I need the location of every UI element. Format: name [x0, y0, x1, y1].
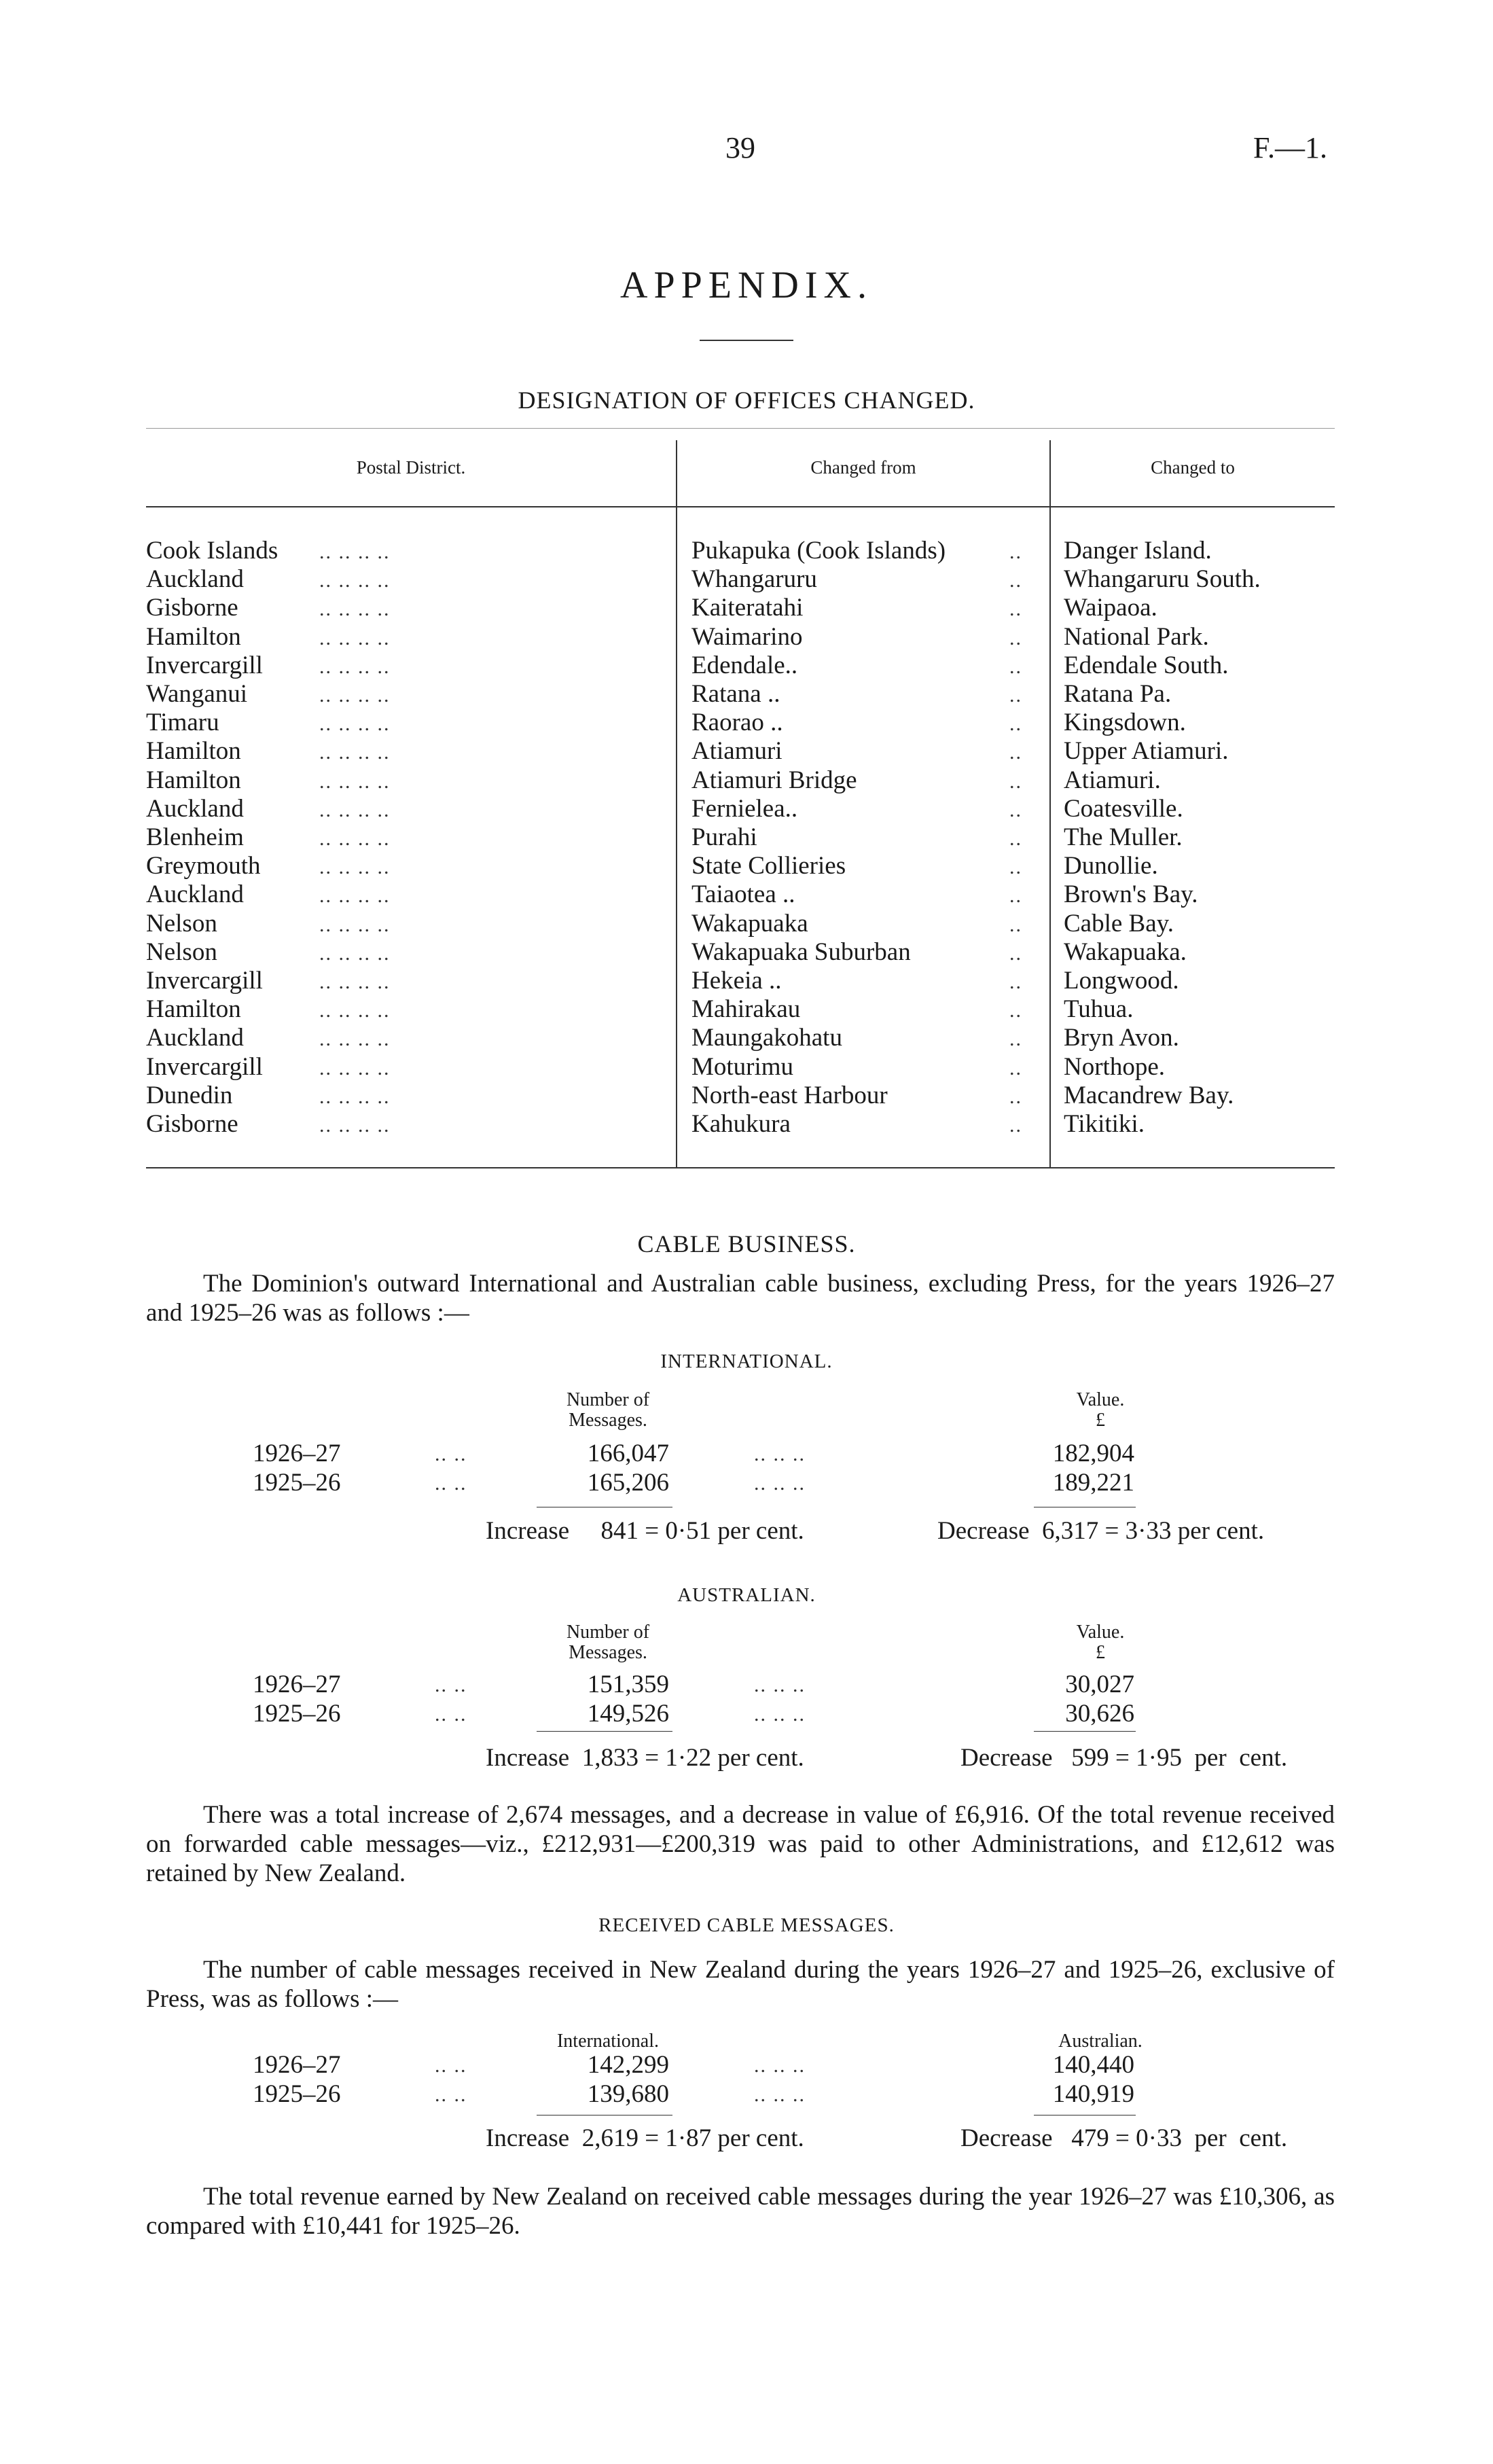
leader-dots: .. .. .. ..	[319, 856, 391, 879]
leader-dots: .. .. ..	[754, 1703, 806, 1726]
leader-dots: .. .. .. ..	[319, 541, 391, 563]
value-cell: 182,904	[1052, 1440, 1134, 1467]
table-divider-1	[676, 440, 677, 1167]
changed-to-cell: National Park.	[1064, 622, 1209, 651]
leader-dots: .. .. .. ..	[319, 1028, 391, 1051]
postal-district-cell: Nelson	[146, 909, 217, 938]
leader-dots: .. .. ..	[754, 1472, 806, 1495]
changed-from-cell: Pukapuka (Cook Islands)	[691, 537, 946, 565]
leader-dots: .. ..	[435, 1443, 467, 1465]
international-increase: Increase 841 = 0·51 per cent.	[486, 1517, 804, 1545]
changed-to-cell: Tikitiki.	[1064, 1110, 1145, 1138]
international-decrease: Decrease 6,317 = 3·33 per cent.	[937, 1517, 1265, 1545]
leader-dots: ..	[1009, 827, 1022, 850]
leader-dots: ..	[1009, 541, 1022, 563]
leader-dots: .. .. ..	[754, 2084, 806, 2106]
messages-cell: 149,526	[587, 1700, 669, 1728]
changed-to-cell: Bryn Avon.	[1064, 1024, 1179, 1052]
leader-dots: .. .. .. ..	[319, 713, 391, 736]
document-ref: F.—1.	[1253, 131, 1327, 164]
year-cell: 1925–26	[253, 2080, 341, 2108]
leader-dots: ..	[1009, 1056, 1022, 1079]
changed-from-cell: Purahi	[691, 823, 757, 851]
postal-district-cell: Gisborne	[146, 594, 238, 622]
changed-to-cell: Atiamuri.	[1064, 766, 1161, 794]
leader-dots: ..	[1009, 913, 1022, 936]
leader-dots: .. .. .. ..	[319, 798, 391, 821]
leader-dots: .. ..	[435, 2054, 467, 2077]
received-heading: RECEIVED CABLE MESSAGES.	[598, 1914, 895, 1936]
postal-district-cell: Auckland	[146, 1024, 244, 1052]
leader-dots: .. .. .. ..	[319, 999, 391, 1022]
leader-dots: .. .. .. ..	[319, 655, 391, 678]
leader-dots: ..	[1009, 598, 1022, 621]
changed-to-cell: Upper Atiamuri.	[1064, 737, 1229, 766]
changed-to-cell: Coatesville.	[1064, 794, 1183, 823]
postal-district-cell: Dunedin	[146, 1081, 233, 1109]
year-cell: 1925–26	[253, 1469, 341, 1497]
leader-dots: .. .. ..	[754, 1674, 806, 1696]
changed-from-cell: Raorao ..	[691, 709, 783, 737]
changed-to-cell: Brown's Bay.	[1064, 880, 1198, 909]
changed-from-cell: Waimarino	[691, 622, 803, 651]
changed-from-cell: Hekeia ..	[691, 967, 782, 995]
changed-from-cell: Taiaotea ..	[691, 880, 795, 909]
postal-district-cell: Blenheim	[146, 823, 244, 851]
changed-from-cell: Whangaruru	[691, 565, 817, 594]
table-divider-2	[1049, 440, 1051, 1167]
changed-from-cell: Maungakohatu	[691, 1024, 842, 1052]
changed-to-cell: Longwood.	[1064, 967, 1179, 995]
leader-dots: .. ..	[435, 1674, 467, 1696]
postal-district-cell: Auckland	[146, 565, 244, 594]
value-cell: 140,440	[1052, 2051, 1134, 2079]
australian-decrease: Decrease 599 = 1·95 per cent.	[960, 1744, 1288, 1772]
changed-to-cell: Whangaruru South.	[1064, 565, 1261, 594]
received-increase: Increase 2,619 = 1·87 per cent.	[486, 2124, 804, 2152]
leader-dots: ..	[1009, 971, 1022, 993]
changed-from-cell: Fernielea..	[691, 794, 798, 823]
australian-value-underline	[1034, 1731, 1136, 1732]
changed-from-cell: Mahirakau	[691, 995, 801, 1024]
australian-increase: Increase 1,833 = 1·22 per cent.	[486, 1744, 804, 1772]
leader-dots: ..	[1009, 713, 1022, 736]
changed-to-cell: The Muller.	[1064, 823, 1183, 851]
leader-dots: .. ..	[435, 2084, 467, 2106]
international-heading: INTERNATIONAL.	[660, 1351, 833, 1372]
leader-dots: ..	[1009, 856, 1022, 879]
changed-from-cell: Moturimu	[691, 1052, 794, 1081]
changed-from-cell: Kahukura	[691, 1110, 791, 1138]
column-header-postal-district: Postal District.	[356, 457, 466, 478]
title-divider	[700, 340, 793, 341]
messages-cell: 139,680	[587, 2080, 669, 2108]
postal-district-cell: Wanganui	[146, 680, 248, 708]
value-cell: 140,919	[1052, 2080, 1134, 2108]
australian-heading: AUSTRALIAN.	[677, 1584, 816, 1606]
received-decrease: Decrease 479 = 0·33 per cent.	[960, 2124, 1288, 2152]
value-cell: 189,221	[1052, 1469, 1134, 1497]
leader-dots: ..	[1009, 1085, 1022, 1108]
postal-district-cell: Auckland	[146, 880, 244, 909]
page-title: APPENDIX.	[620, 264, 873, 306]
changed-from-cell: Wakapuaka Suburban	[691, 938, 911, 966]
table-top-rule	[146, 428, 1335, 429]
leader-dots: .. .. .. ..	[319, 1114, 391, 1137]
leader-dots: .. .. .. ..	[319, 626, 391, 649]
leader-dots: .. .. .. ..	[319, 1085, 391, 1108]
changed-from-cell: Atiamuri Bridge	[691, 766, 857, 794]
closing-paragraph: The total revenue earned by New Zealand on received cable messages during the year 1926–27 was £10,306, as compared with £10,441 for 1925–26.	[146, 2183, 1335, 2240]
leader-dots: ..	[1009, 655, 1022, 678]
postal-district-cell: Hamilton	[146, 995, 241, 1024]
table-bottom-rule	[146, 1167, 1335, 1168]
changed-from-cell: North-east Harbour	[691, 1081, 888, 1109]
leader-dots: .. .. .. ..	[319, 741, 391, 764]
leader-dots: .. .. .. ..	[319, 1056, 391, 1079]
leader-dots: .. ..	[435, 1472, 467, 1495]
messages-cell: 166,047	[587, 1440, 669, 1467]
changed-to-cell: Ratana Pa.	[1064, 680, 1172, 708]
cable-intro: The Dominion's outward International and Australian cable business, excluding Press, for the years 1926–27 and 1925–26 was as follows :—	[146, 1270, 1335, 1327]
leader-dots: ..	[1009, 569, 1022, 592]
leader-dots: ..	[1009, 885, 1022, 908]
leader-dots: .. .. .. ..	[319, 770, 391, 793]
changed-to-cell: Tuhua.	[1064, 995, 1134, 1024]
messages-cell: 165,206	[587, 1469, 669, 1497]
international-col-messages: Number of Messages.	[566, 1389, 650, 1431]
leader-dots: ..	[1009, 741, 1022, 764]
leader-dots: ..	[1009, 942, 1022, 965]
leader-dots: .. .. ..	[754, 1443, 806, 1465]
leader-dots: .. .. ..	[754, 2054, 806, 2077]
changed-to-cell: Kingsdown.	[1064, 709, 1186, 737]
table-header-rule	[146, 506, 1335, 507]
leader-dots: .. .. .. ..	[319, 598, 391, 621]
postal-district-cell: Auckland	[146, 794, 244, 823]
leader-dots: .. ..	[435, 1703, 467, 1726]
changed-from-cell: Wakapuaka	[691, 909, 808, 938]
leader-dots: .. .. .. ..	[319, 913, 391, 936]
messages-cell: 151,359	[587, 1671, 669, 1698]
leader-dots: ..	[1009, 798, 1022, 821]
postal-district-cell: Hamilton	[146, 737, 241, 766]
australian-col-messages: Number of Messages.	[566, 1622, 650, 1663]
changed-to-cell: Dunollie.	[1064, 852, 1158, 880]
leader-dots: ..	[1009, 684, 1022, 707]
value-cell: 30,027	[1065, 1671, 1134, 1698]
changed-to-cell: Cable Bay.	[1064, 909, 1174, 938]
changed-from-cell: Atiamuri	[691, 737, 783, 766]
designation-heading: DESIGNATION OF OFFICES CHANGED.	[518, 387, 975, 414]
postal-district-cell: Nelson	[146, 938, 217, 966]
postal-district-cell: Invercargill	[146, 651, 263, 679]
column-header-changed-to: Changed to	[1151, 457, 1235, 478]
received-col-australian: Australian.	[1058, 2031, 1143, 2052]
leader-dots: ..	[1009, 770, 1022, 793]
australian-messages-underline	[537, 1731, 672, 1732]
changed-to-cell: Danger Island.	[1064, 537, 1212, 565]
received-intro: The number of cable messages received in New Zealand during the years 1926–27 and 1925–26, exclusive of Press, was as follows :—	[146, 1956, 1335, 2013]
postal-district-cell: Hamilton	[146, 622, 241, 651]
postal-district-cell: Timaru	[146, 709, 219, 737]
postal-district-cell: Hamilton	[146, 766, 241, 794]
year-cell: 1926–27	[253, 1440, 341, 1467]
leader-dots: ..	[1009, 1028, 1022, 1051]
international-col-value: Value. £	[1076, 1389, 1125, 1431]
year-cell: 1925–26	[253, 1700, 341, 1728]
totals-paragraph: There was a total increase of 2,674 messages, and a decrease in value of £6,916. Of the total revenue received on forwarded cable messages—viz., £212,931—£200,319 was paid to other Administrations, and £12,612 was retained by New Zealand.	[146, 1801, 1335, 1887]
leader-dots: ..	[1009, 626, 1022, 649]
postal-district-cell: Greymouth	[146, 852, 261, 880]
changed-from-cell: Kaiteratahi	[691, 594, 804, 622]
changed-to-cell: Northope.	[1064, 1052, 1165, 1081]
postal-district-cell: Cook Islands	[146, 537, 278, 565]
leader-dots: .. .. .. ..	[319, 971, 391, 993]
leader-dots: .. .. .. ..	[319, 942, 391, 965]
page-number: 39	[725, 131, 755, 164]
column-header-changed-from: Changed from	[810, 457, 916, 478]
changed-from-cell: State Collieries	[691, 852, 846, 880]
changed-to-cell: Wakapuaka.	[1064, 938, 1187, 966]
australian-col-value: Value. £	[1076, 1622, 1125, 1663]
leader-dots: ..	[1009, 999, 1022, 1022]
leader-dots: .. .. .. ..	[319, 827, 391, 850]
postal-district-cell: Invercargill	[146, 1052, 263, 1081]
year-cell: 1926–27	[253, 1671, 341, 1698]
postal-district-cell: Invercargill	[146, 967, 263, 995]
postal-district-cell: Gisborne	[146, 1110, 238, 1138]
leader-dots: .. .. .. ..	[319, 569, 391, 592]
cable-heading: CABLE BUSINESS.	[637, 1230, 856, 1257]
changed-to-cell: Macandrew Bay.	[1064, 1081, 1234, 1109]
messages-cell: 142,299	[587, 2051, 669, 2079]
leader-dots: ..	[1009, 1114, 1022, 1137]
leader-dots: .. .. .. ..	[319, 684, 391, 707]
changed-from-cell: Edendale..	[691, 651, 798, 679]
changed-from-cell: Ratana ..	[691, 680, 780, 708]
changed-to-cell: Edendale South.	[1064, 651, 1229, 679]
year-cell: 1926–27	[253, 2051, 341, 2079]
changed-to-cell: Waipaoa.	[1064, 594, 1157, 622]
value-cell: 30,626	[1065, 1700, 1134, 1728]
received-col-international: International.	[556, 2031, 660, 2052]
leader-dots: .. .. .. ..	[319, 885, 391, 908]
